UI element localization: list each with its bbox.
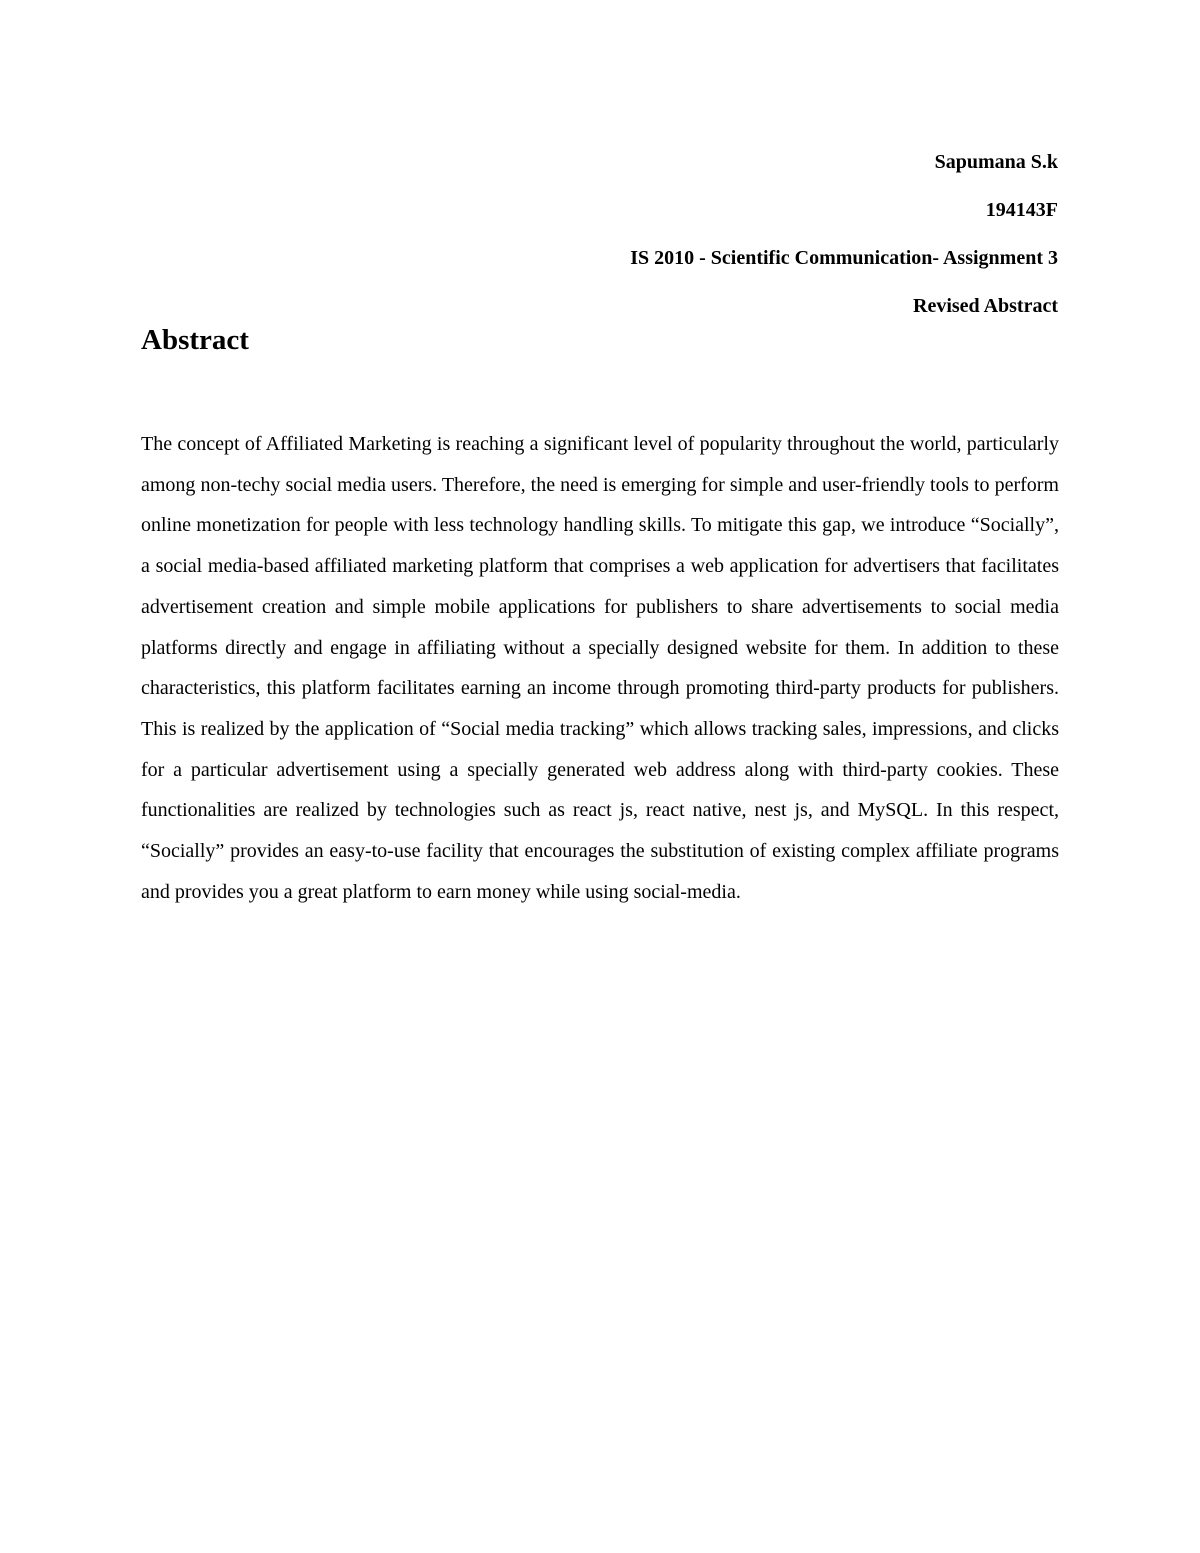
abstract-heading: Abstract — [141, 324, 249, 356]
abstract-paragraph: The concept of Affiliated Marketing is reaching a significant level of popularity throughout the world, particularly among non-techy social media users. Therefore, the need is emerging for simple and user-friendly tools to perform online monetization for people with less technology handling skills. To mitigate this gap, we introduce “Socially”, a social media-based affiliated marketing platform that comprises a web application for advertisers that facilitates advertisement creation and simple mobile applications for publishers to share advertisements to social media platforms directly and engage in affiliating without a specially designed website for them. In addition to these characteristics, this platform facilitates earning an income through promoting third-party products for publishers. This is realized by the application of “Social media tracking” which allows tracking sales, impressions, and clicks for a particular advertisement using a specially generated web address along with third-party cookies. These functionalities are realized by technologies such as react js, react native, nest js, and MySQL. In this respect, “Socially” provides an easy-to-use facility that encourages the substitution of existing complex affiliate programs and provides you a great platform to earn money while using social-media. — [141, 433, 1059, 903]
student-id: 194143F — [985, 199, 1058, 221]
document-header — [630, 138, 1058, 330]
course-title: IS 2010 - Scientific Communication- Assignment 3 — [630, 247, 1058, 269]
document-type: Revised Abstract — [913, 295, 1058, 317]
author-name: Sapumana S.k — [934, 151, 1058, 173]
